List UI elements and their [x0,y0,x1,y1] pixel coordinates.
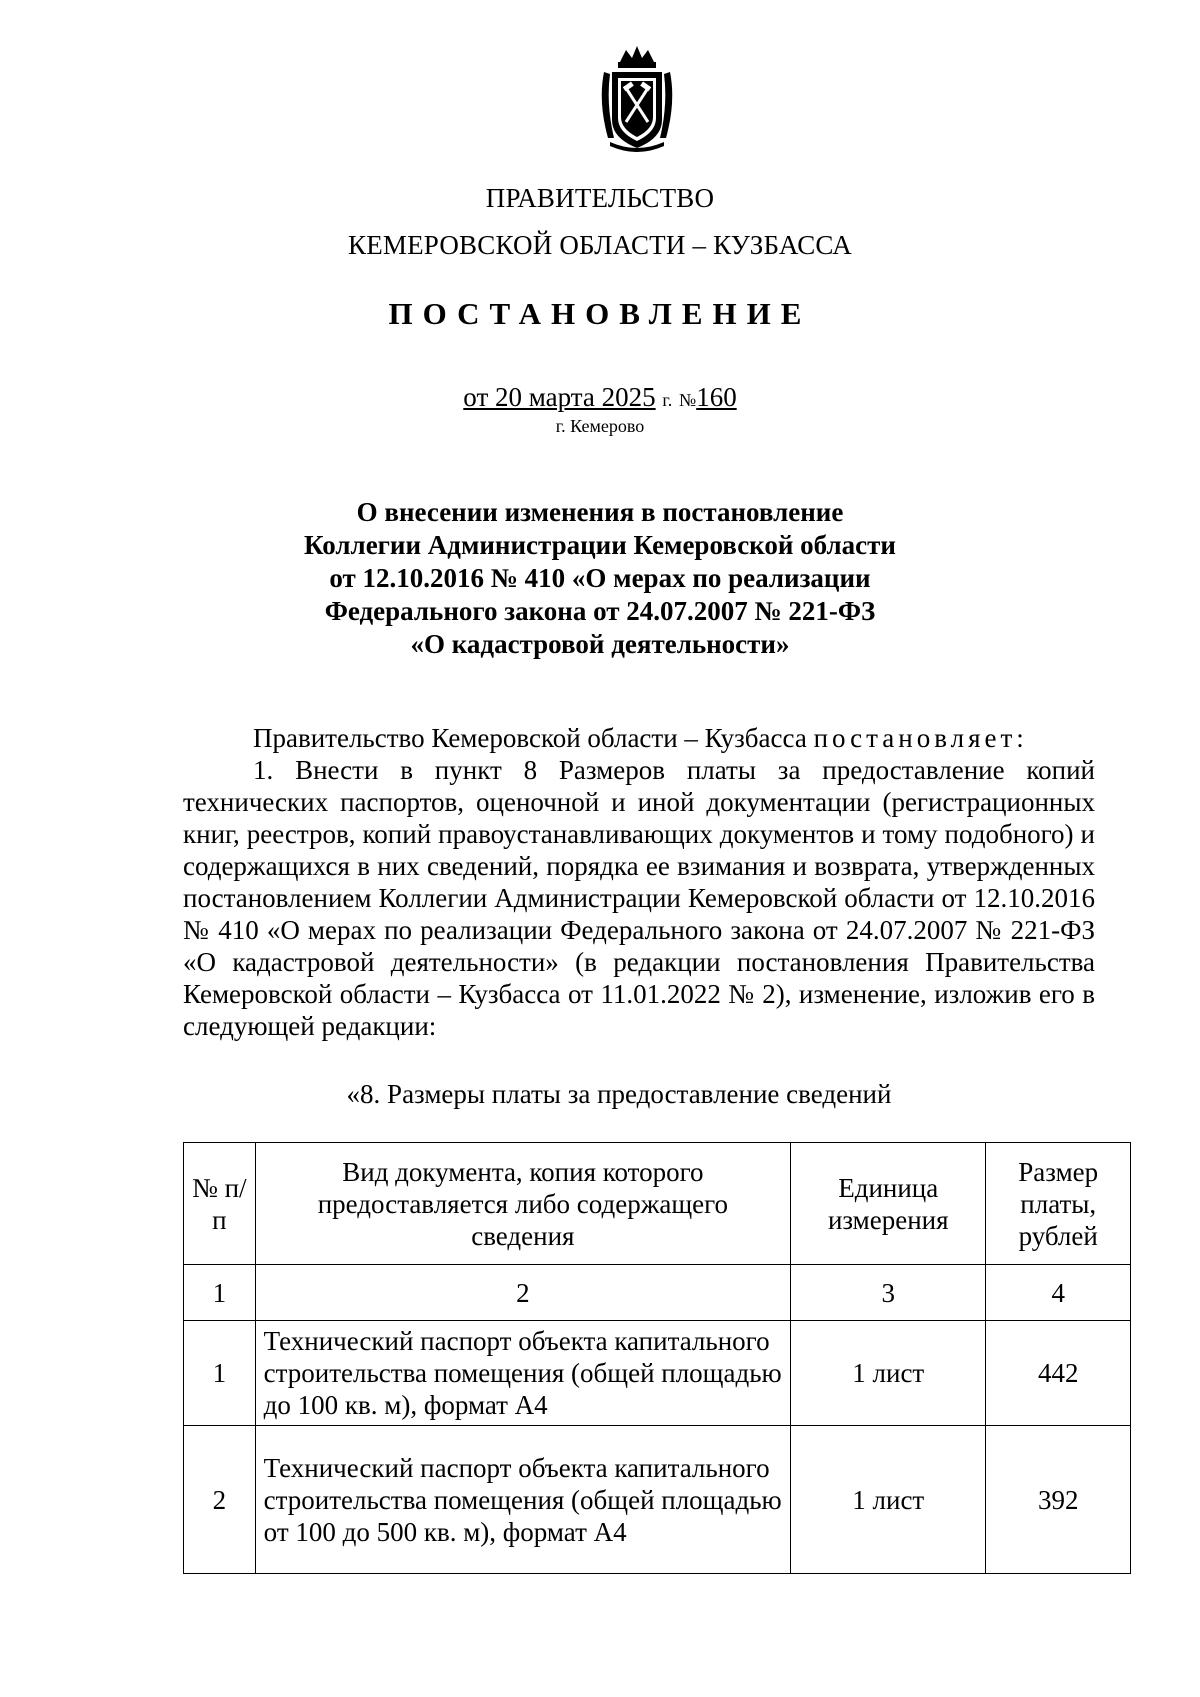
preamble-decree-word: постановляет: [813,723,1028,753]
table-column-numbers-row [184,1265,1131,1321]
gov-title-line-2: КЕМЕРОВСКОЙ ОБЛАСТИ – КУЗБАССА [348,230,852,260]
row-unit-cell: 1 лист [791,1321,986,1426]
number-sign: № [679,390,697,410]
column-number-cell: 3 [791,1265,986,1321]
document-number: 160 [696,382,737,412]
header-cell-unit: Единица измерения [791,1143,986,1265]
header-cell-price: Размер платы, рублей [986,1143,1131,1265]
paragraph-item-1: 1. Внести в пункт 8 Размеров платы за предоставление копий технических паспортов, оценочной и иной документации (регистрационных книг, реестров, копий правоустанавливающих документов и тому подобного) и содержащихся в них сведений, порядка ее взимания и возврата, утвержденных постановлением Коллегии Администрации Кемеровской области от 12.10.2016 № 410 «О мерах по реализации Федерального закона от 24.07.2007 № 221-ФЗ «О кадастровой деятельности» (в редакции постановления Правительства Кемеровской области – Кузбасса от 11.01.2022 № 2), изменение, изложив его в следующей редакции: [183,755,1095,1041]
title-line: «О кадастровой деятельности» [410,629,790,659]
column-number-cell: 1 [184,1265,256,1321]
preamble [183,722,1095,754]
row-number-cell: 2 [184,1426,256,1574]
document-city: г. Кемерово [555,416,645,436]
title-line: Федерального закона от 24.07.2007 № 221-ФЗ [324,596,876,626]
document-type: ПОСТАНОВЛЕНИЕ [388,296,812,331]
row-number-cell: 1 [184,1321,256,1426]
column-number-cell: 4 [986,1265,1131,1321]
fees-table [183,1142,1131,1574]
document-title [0,496,1200,661]
table-row [184,1426,1131,1574]
header-cell-document: Вид документа, копия которого предоставляется либо содержащего сведения [255,1143,790,1265]
row-price-cell: 392 [986,1426,1131,1574]
section-heading: «8. Размеры платы за предоставление сведений [346,1079,892,1109]
date-number-line [0,381,1200,416]
coat-of-arms-icon [596,42,678,154]
row-document-cell: Технический паспорт объекта капитального строительства помещения (общей площадью до 100 кв. м), формат А4 [255,1321,790,1426]
row-price-cell: 442 [986,1321,1131,1426]
title-line: О внесении изменения в постановление [356,497,844,527]
document-date: от 20 марта 2025 [463,382,656,412]
preamble-text: Правительство Кемеровской области – Кузбасса [253,723,814,753]
table-header-row [184,1143,1131,1265]
table-row [184,1321,1131,1426]
header-cell-number: № п/п [184,1143,256,1265]
column-number-cell: 2 [255,1265,790,1321]
date-suffix: г. [662,390,673,410]
row-unit-cell: 1 лист [791,1426,986,1574]
gov-title-line-1: ПРАВИТЕЛЬСТВО [485,183,715,213]
title-line: Коллегии Администрации Кемеровской области [304,530,896,560]
row-document-cell: Технический паспорт объекта капитального строительства помещения (общей площадью от 100 до 500 кв. м), формат А4 [255,1426,790,1574]
title-line: от 12.10.2016 № 410 «О мерах по реализации [329,563,871,593]
